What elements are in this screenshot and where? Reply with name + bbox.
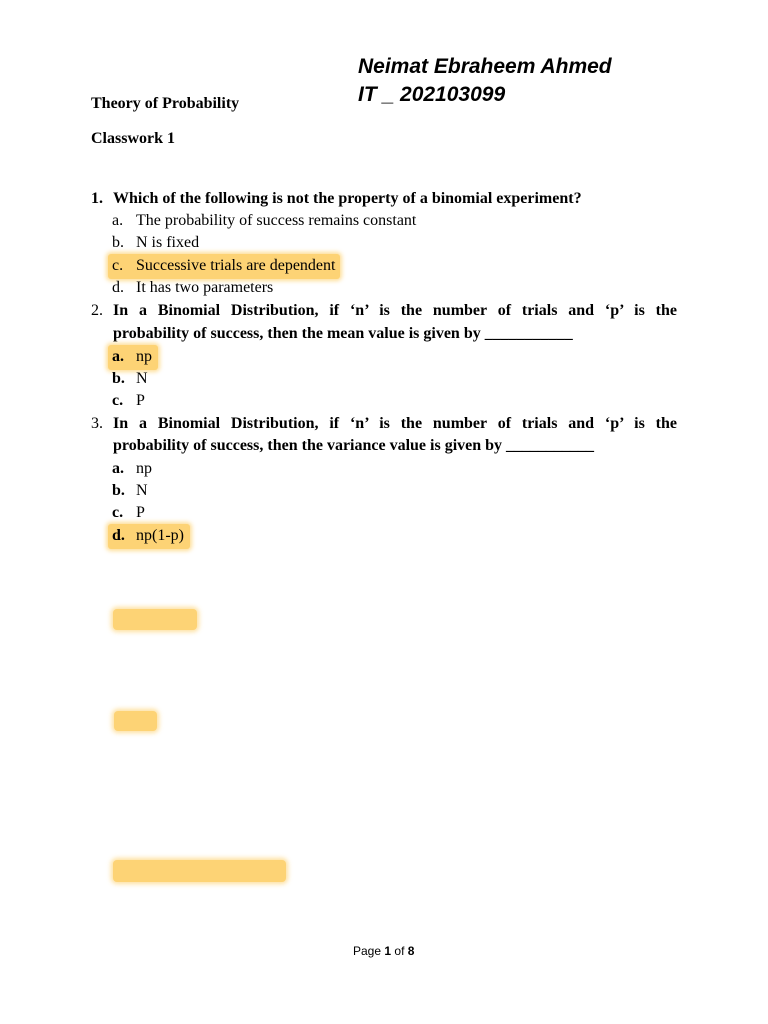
stray-highlight-mark xyxy=(113,860,286,882)
stray-highlight-mark xyxy=(114,711,157,731)
option-text: np(1-p) xyxy=(136,527,184,544)
author-id: IT _ 202103099 xyxy=(358,83,506,106)
q1-option-a xyxy=(112,210,416,232)
q2-option-a-highlighted xyxy=(108,345,158,370)
option-letter: c. xyxy=(112,504,124,521)
option-letter: b. xyxy=(112,482,125,499)
option-letter: b. xyxy=(112,234,124,251)
option-letter: a. xyxy=(112,460,124,477)
option-text: N is fixed xyxy=(136,234,200,251)
stray-highlight-mark xyxy=(113,609,197,630)
page-total: 8 xyxy=(407,944,415,958)
option-letter: d. xyxy=(112,279,124,296)
option-text: Successive trials are dependent xyxy=(136,257,336,274)
question-1 xyxy=(91,188,582,210)
option-letter: c. xyxy=(112,257,124,274)
q3-option-d-highlighted xyxy=(108,524,190,549)
question-text: Which of the following is not the property of a binomial experiment? xyxy=(113,190,582,207)
option-text: The probability of success remains constant xyxy=(136,212,417,229)
option-letter: c. xyxy=(112,392,124,409)
q1-option-c-highlighted xyxy=(108,254,340,279)
option-text: N xyxy=(136,370,148,387)
q3-option-a xyxy=(112,458,152,480)
page-indicator xyxy=(353,944,414,958)
page-of-label: of xyxy=(394,944,405,958)
document-title: Theory of Probability xyxy=(91,95,240,112)
q3-option-b xyxy=(112,480,148,502)
option-text: P xyxy=(136,504,145,521)
q2-option-b xyxy=(112,368,148,390)
option-text: P xyxy=(136,392,145,409)
question-2-number: 2. xyxy=(91,302,103,319)
q2-option-c xyxy=(112,390,145,412)
question-3-number: 3. xyxy=(91,415,103,432)
option-text: It has two parameters xyxy=(136,279,274,296)
question-number: 1. xyxy=(91,190,103,207)
document-subtitle: Classwork 1 xyxy=(91,130,176,147)
q1-option-d xyxy=(112,277,273,299)
option-letter: b. xyxy=(112,370,125,387)
option-text: N xyxy=(136,482,148,499)
option-letter: a. xyxy=(112,348,124,365)
option-text: np xyxy=(136,348,152,365)
option-text: np xyxy=(136,460,152,477)
question-3-line-1: In a Binomial Distribution, if ‘n’ is the number of trials and ‘p’ is the xyxy=(113,415,677,432)
question-2-line-1: In a Binomial Distribution, if ‘n’ is the number of trials and ‘p’ is the xyxy=(113,302,677,319)
question-2-line-2: probability of success, then the mean value is given by ___________ xyxy=(113,325,573,342)
author-name: Neimat Ebraheem Ahmed xyxy=(358,55,612,78)
page-current: 1 xyxy=(384,944,392,958)
option-letter: d. xyxy=(112,527,125,544)
page-label: Page xyxy=(353,944,382,958)
q3-option-c xyxy=(112,502,145,524)
q1-option-b xyxy=(112,232,199,254)
option-letter: a. xyxy=(112,212,124,229)
question-3-line-2: probability of success, then the variance value is given by ___________ xyxy=(113,437,595,454)
